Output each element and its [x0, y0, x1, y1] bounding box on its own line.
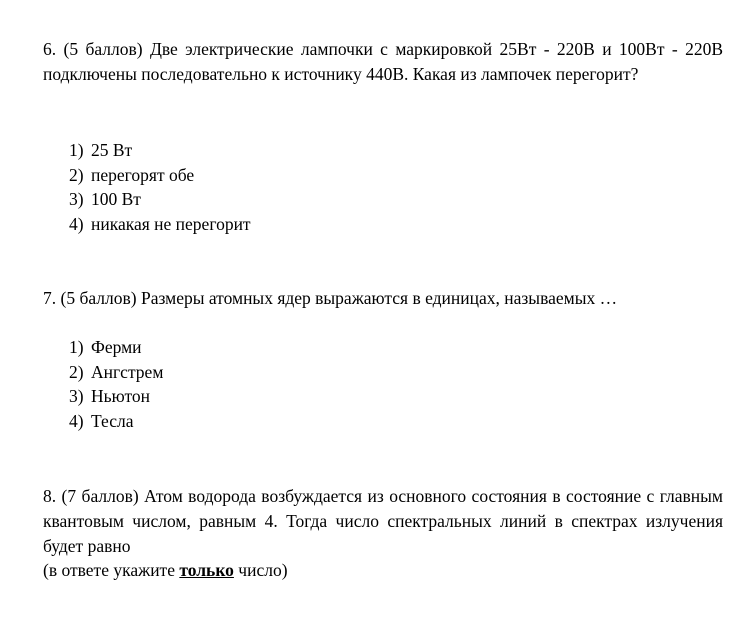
option-label: Ферми — [91, 337, 142, 357]
question-6-option-4 — [69, 212, 251, 237]
question-6-options — [69, 138, 251, 236]
note-emphasis: только — [179, 560, 234, 580]
question-8-answer-note — [43, 558, 288, 583]
option-number: 2) — [69, 164, 84, 185]
option-number: 4) — [69, 213, 84, 234]
option-label: Ангстрем — [91, 361, 164, 382]
note-after: число) — [233, 560, 288, 580]
option-number: 3) — [69, 386, 84, 406]
question-7-text: 7. (5 баллов) Размеры атомных ядер выражаются в единицах, называемых … — [43, 288, 618, 308]
question-7-option-2 — [69, 360, 163, 385]
option-label: перегорят обе — [91, 164, 195, 185]
question-6-option-1 — [69, 138, 251, 163]
question-6-option-3 — [69, 187, 251, 212]
question-7-option-3 — [69, 384, 163, 409]
option-label: Ньютон — [91, 386, 150, 406]
question-6-option-2 — [69, 163, 251, 188]
question-7-options — [69, 335, 163, 433]
option-label: Тесла — [91, 410, 134, 431]
option-number: 4) — [69, 410, 84, 431]
question-7-option-4 — [69, 409, 163, 434]
option-label: 100 Вт — [91, 189, 141, 209]
question-8-text: 8. (7 баллов) Атом водорода возбуждается из основного состояния в состояние с главным квантовым числом, равным 4. Тогда число спектральных линий в спектрах излучения будет равно — [43, 486, 723, 556]
question-7-option-1 — [69, 335, 163, 360]
question-6-text: 6. (5 баллов) Две электрические лампочки с маркировкой 25Вт - 220В и 100Вт - 220В подключены последовательно к источнику 440В. Какая из лампочек перегорит? — [43, 39, 723, 84]
option-number: 3) — [69, 189, 84, 209]
option-number: 2) — [69, 361, 84, 382]
option-label: никакая не перегорит — [91, 213, 251, 234]
option-number: 1) — [69, 140, 84, 160]
note-before: (в ответе укажите — [43, 560, 180, 580]
option-label: 25 Вт — [91, 140, 133, 160]
option-number: 1) — [69, 337, 84, 357]
